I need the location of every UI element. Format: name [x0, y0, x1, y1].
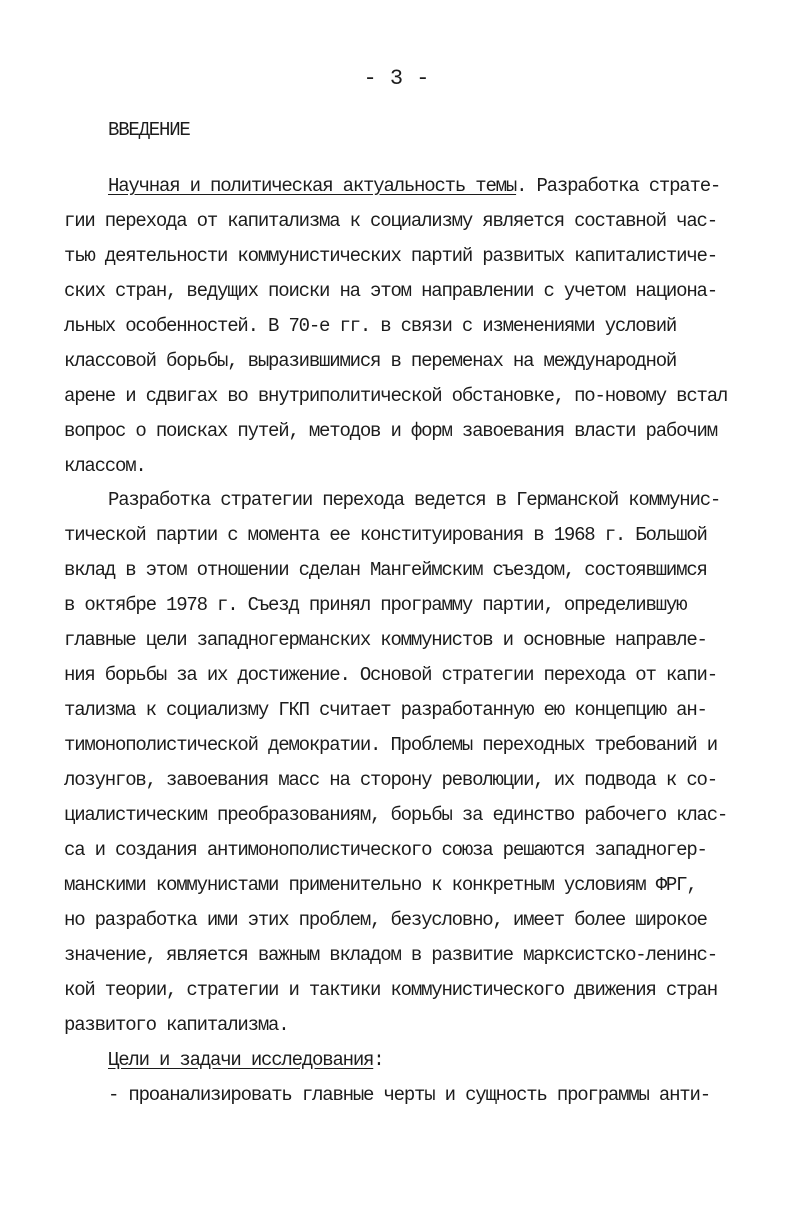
text-line: лозунгов, завоевания масс на сторону революции, их подвода к со- [64, 769, 717, 791]
text-line: тью деятельности коммунистических партий развитых капиталистиче- [64, 245, 717, 267]
text-line: тимонополистической демократии. Проблемы переходных требований и [64, 734, 717, 756]
page-number: - 3 - [363, 66, 430, 91]
section-heading: ВВЕДЕНИЕ [108, 119, 190, 141]
text-line: но разработка ими этих проблем, безусловно, имеет более широкое [64, 909, 707, 931]
text-line: манскими коммунистами применительно к конкретным условиям ФРГ, [64, 874, 697, 896]
text-line: кой теории, стратегии и тактики коммунистического движения стран [64, 979, 717, 1001]
text-line: ния борьбы за их достижение. Основой стратегии перехода от капи- [64, 664, 717, 686]
text-line: классом. [64, 455, 146, 477]
text-line: вклад в этом отношении сделан Мангеймским съездом, состоявшимся [64, 559, 707, 581]
text-line: классовой борьбы, выразившимися в переменах на международной [64, 350, 677, 372]
underlined-phrase: Цели и задачи исследования [108, 1049, 374, 1071]
line-text: : [373, 1049, 384, 1071]
text-line: льных особенностей. В 70-е гг. в связи с изменениями условий [64, 315, 677, 337]
text-line: главные цели западногерманских коммунистов и основные направле- [64, 629, 707, 651]
text-line: вопрос о поисках путей, методов и форм завоевания власти рабочим [64, 420, 717, 442]
text-line [108, 174, 720, 198]
text-line: - проанализировать главные черты и сущность программы анти- [108, 1084, 710, 1106]
text-line [108, 1048, 383, 1072]
underlined-phrase: Научная и политическая актуальность темы [108, 175, 517, 197]
text-line: Разработка стратегии перехода ведется в Германской коммунис- [108, 489, 721, 511]
text-line: тализма к социализму ГКП считает разработанную ею концепцию ан- [64, 699, 707, 721]
text-line: значение, является важным вкладом в развитие марксистско-ленинс- [64, 944, 717, 966]
text-line: тической партии с момента ее конституирования в 1968 г. Большой [64, 524, 707, 546]
text-line: развитого капитализма. [64, 1014, 289, 1036]
line-text: . Разработка страте- [516, 175, 721, 197]
text-line: ских стран, ведущих поиски на этом направлении с учетом национа- [64, 280, 717, 302]
text-line: арене и сдвигах во внутриполитической обстановке, по-новому встал [64, 385, 728, 407]
text-line: са и создания антимонополистического союза решаются западногер- [64, 839, 707, 861]
text-line: в октябре 1978 г. Съезд принял программу партии, определившую [64, 594, 687, 616]
text-line: гии перехода от капитализма к социализму является составной час- [64, 210, 717, 232]
text-line: циалистическим преобразованиям, борьбы за единство рабочего клас- [64, 804, 728, 826]
